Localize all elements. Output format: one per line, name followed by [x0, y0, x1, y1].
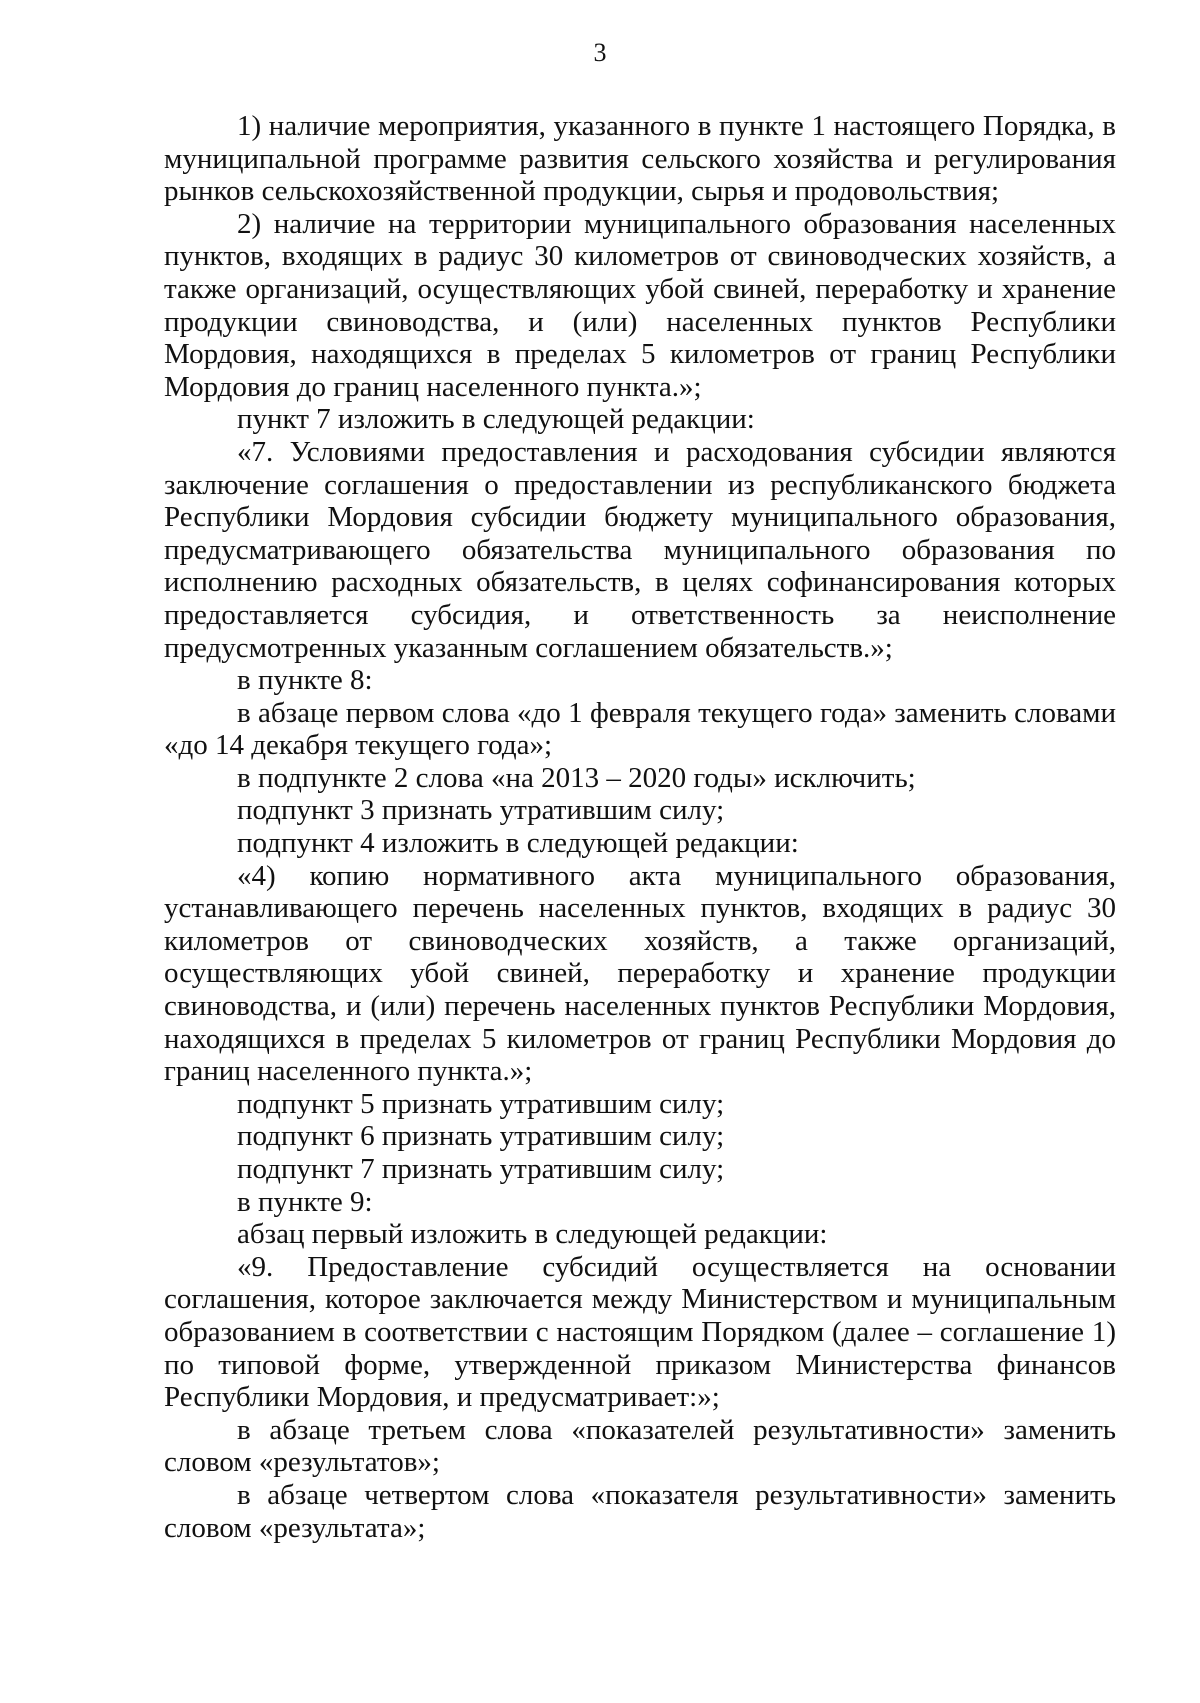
paragraph-item-7: в подпункте 2 слова «на 2013 – 2020 годы» исключить;: [237, 761, 916, 794]
paragraph-item-10: «4) копию нормативного акта муниципального образования, устанавливающего перечень населенных пунктов, входящих в радиус 30 километров от свиноводческих хозяйств, а также организаций, осуществляющих убой свиней, переработку и хранение продукции свиноводства, и (или) перечень населенных пунктов Республики Мордовия, находящихся в пределах 5 километров от границ Республики Мордовия до границ населенного пункта.»;: [164, 859, 1116, 1088]
paragraph-item-6: в абзаце первом слова «до 1 февраля текущего года» заменить словами «до 14 декабря текущего года»;: [164, 696, 1116, 762]
paragraph-item-14: в пункте 9:: [237, 1185, 373, 1218]
paragraph-item-9: подпункт 4 изложить в следующей редакции:: [237, 827, 799, 860]
paragraph-item-1: 1) наличие мероприятия, указанного в пункте 1 настоящего Порядка, в муниципальной программе развития сельского хозяйства и регулирования рынков сельскохозяйственной продукции, сырья и продовольствия;: [164, 110, 1116, 208]
paragraph-item-17: в абзаце третьем слова «показателей результативности» заменить словом «результатов»;: [164, 1413, 1116, 1479]
paragraph-item-15: абзац первый изложить в следующей редакции:: [237, 1218, 828, 1251]
paragraph-item-3: пункт 7 изложить в следующей редакции:: [237, 403, 755, 436]
document-body: [164, 110, 1116, 1544]
paragraph-item-13: подпункт 7 признать утратившим силу;: [237, 1153, 725, 1185]
paragraph-item-18: в абзаце четвертом слова «показателя результативности» заменить словом «результата»;: [164, 1478, 1116, 1544]
paragraph-item-4: «7. Условиями предоставления и расходования субсидии являются заключение соглашения о предоставлении из республиканского бюджета Республики Мордовия субсидии бюджету муниципального образования, предусматривающего обязательства муниципального образования по исполнению расходных обязательств, в целях софинансирования которых предоставляется субсидия, и ответственность за неисполнение предусмотренных указанным соглашением обязательств.»;: [164, 435, 1116, 664]
paragraph-item-8: подпункт 3 признать утратившим силу;: [237, 794, 725, 827]
paragraph-item-16: «9. Предоставление субсидий осуществляется на основании соглашения, которое заключается между Министерством и муниципальным образованием в соответствии с настоящим Порядком (далее – соглашение 1) по типовой форме, утвержденной приказом Министерства финансов Республики Мордовия, и предусматривает:»;: [164, 1250, 1116, 1414]
paragraph-item-2: 2) наличие на территории муниципального образования населенных пунктов, входящих в радиус 30 километров от свиноводческих хозяйств, а также организаций, осуществляющих убой свиней, переработку и хранение продукции свиноводства, и (или) населенных пунктов Республики Мордовия, находящихся в пределах 5 километров от границ Республики Мордовия до границ населенного пункта.»;: [164, 207, 1116, 403]
paragraph-item-5: в пункте 8:: [237, 664, 373, 697]
paragraph-item-11: подпункт 5 признать утратившим силу;: [237, 1087, 725, 1120]
paragraph-item-12: подпункт 6 признать утратившим силу;: [237, 1120, 725, 1153]
page-number: 3: [593, 38, 607, 67]
